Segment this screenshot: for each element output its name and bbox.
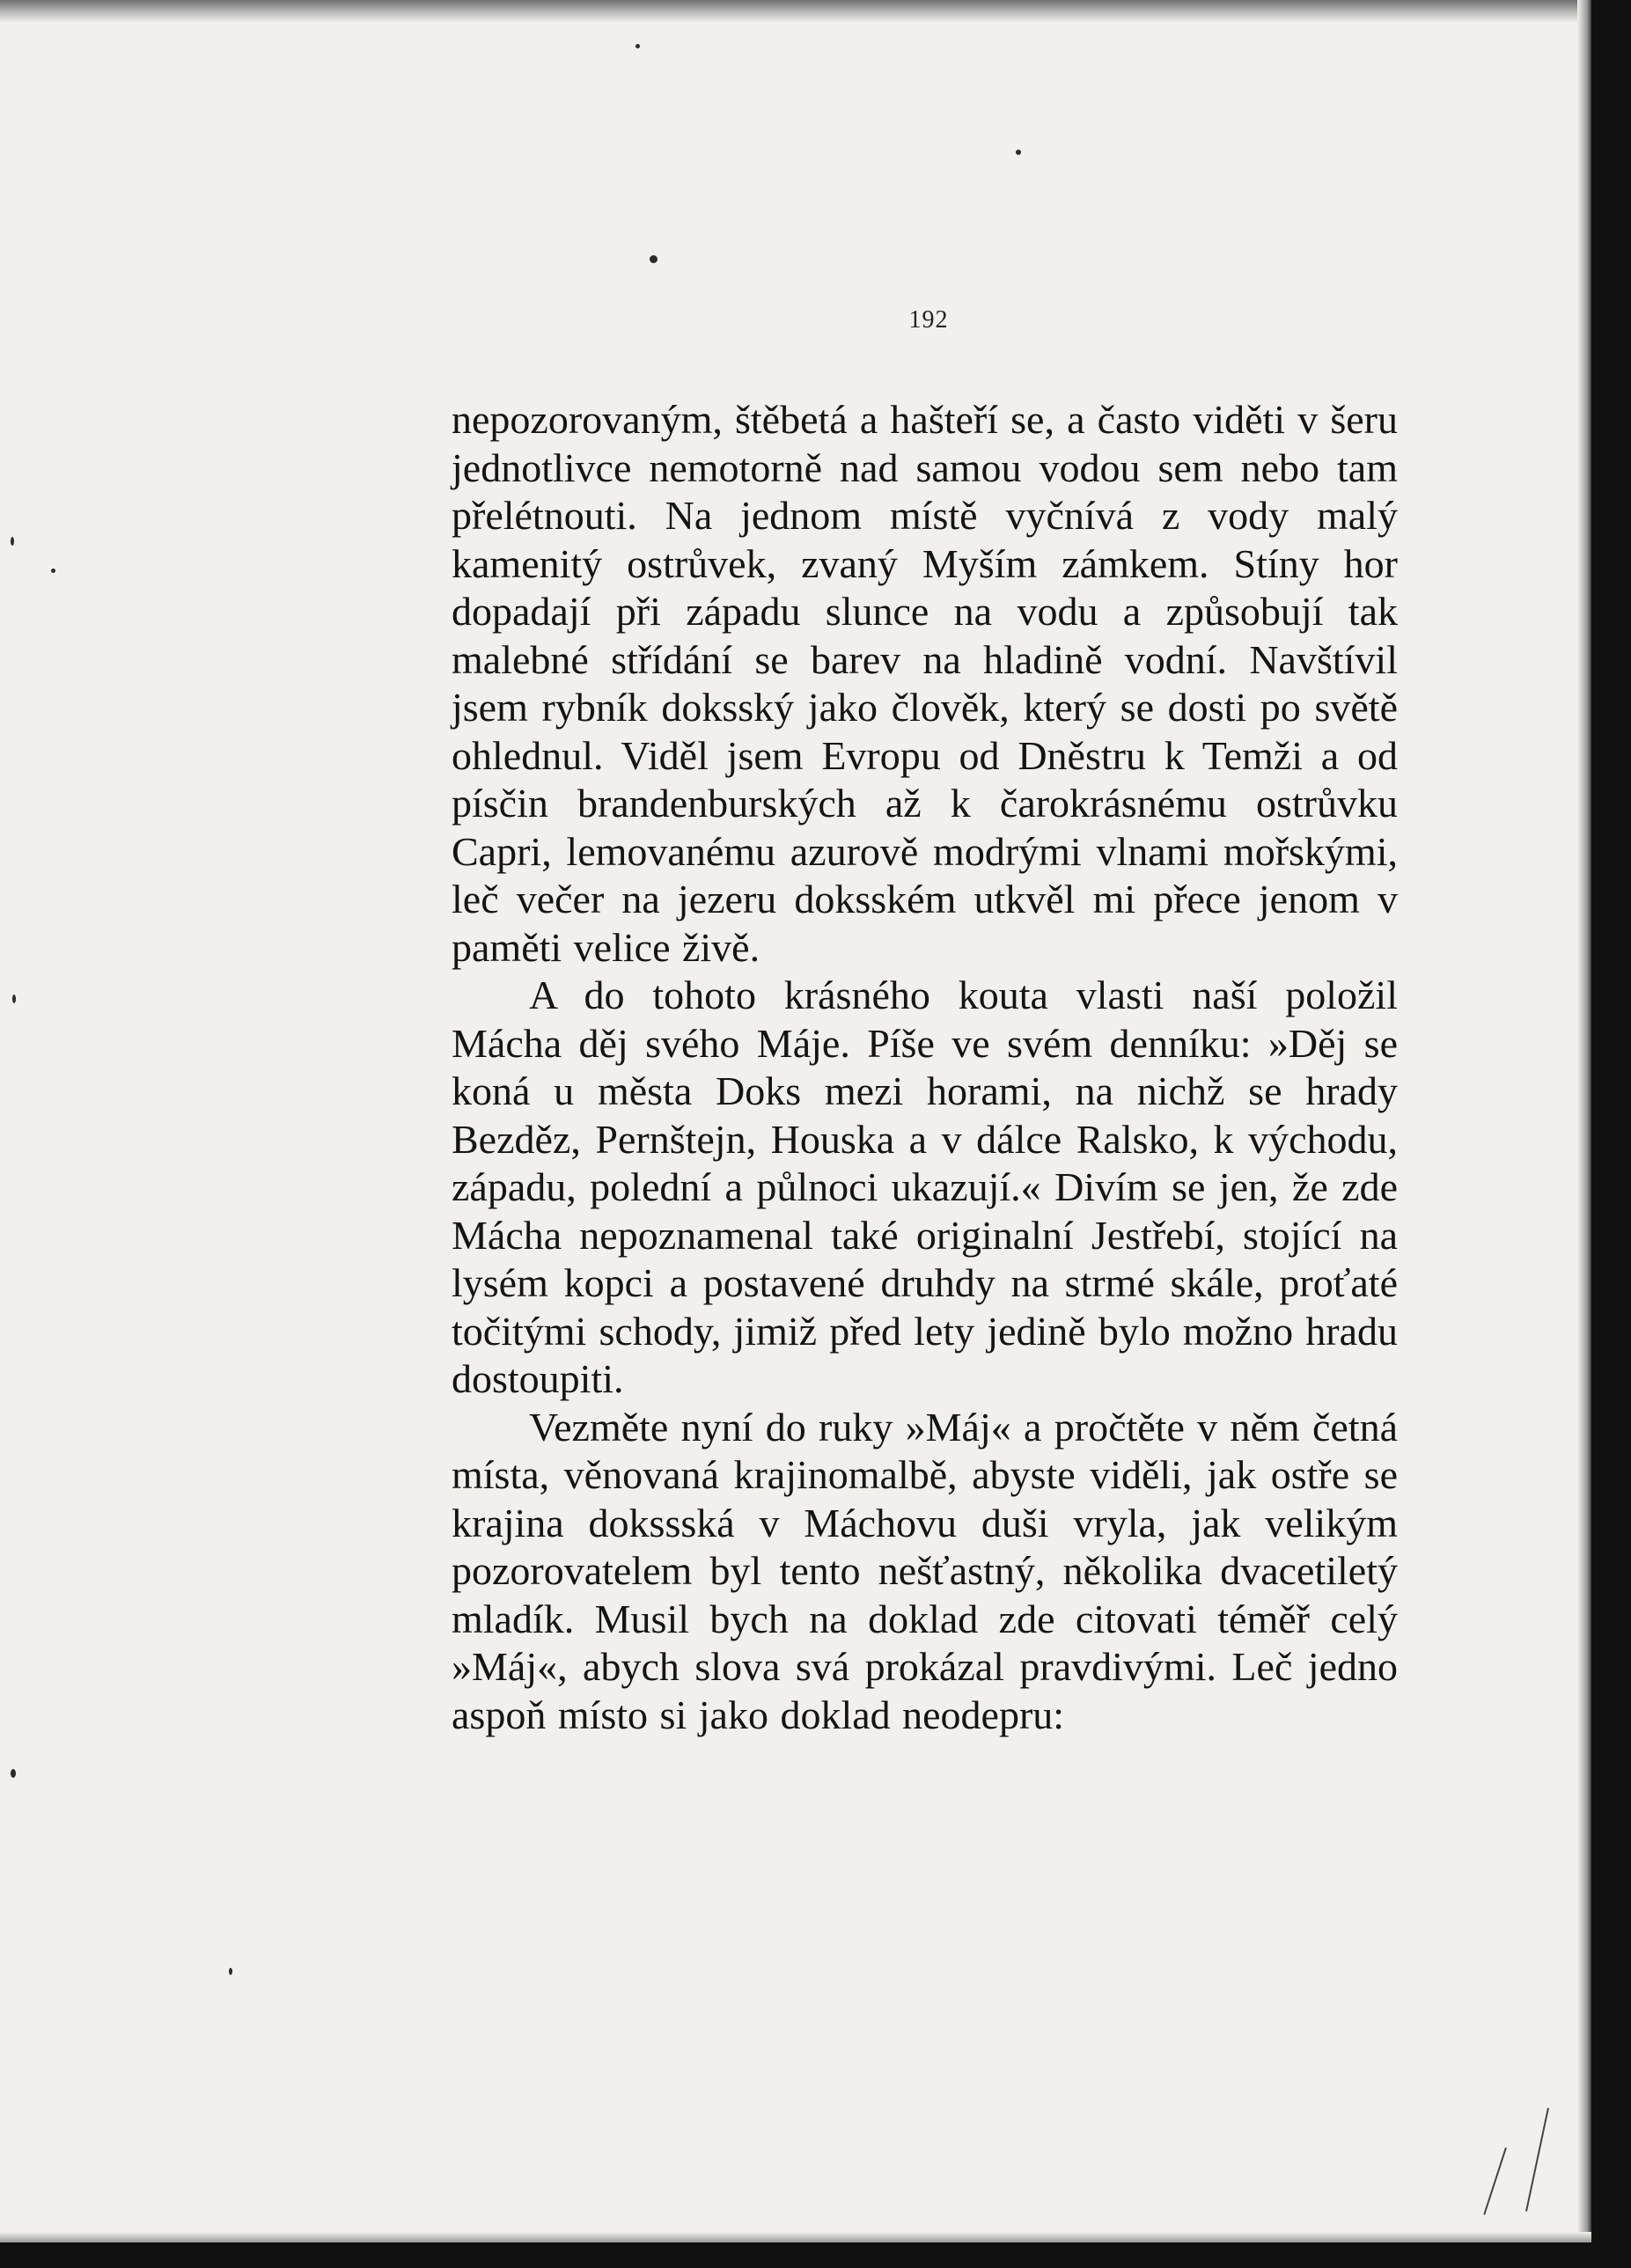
dust-speck [11, 537, 14, 546]
dust-speck [229, 1968, 232, 1975]
page-number: 192 [908, 306, 949, 334]
paragraph: Vezměte nyní do ruky »Máj« a pročtěte v něm četná místa, věnovaná krajinomalbě, abyste viděli, jak ostře se krajina dokssská v Máchovu duši vryla, jak velikým pozorovatelem byl tento nešťastný, několika dvacetiletý mladík. Musil bych na doklad zde citovati téměř celý »Máj«, abych slova svá prokázal pravdivými. Leč jedno aspoň místo si jako doklad neodepru: [452, 1404, 1398, 1737]
page-bottom-shadow [0, 2232, 1591, 2242]
dust-speck [12, 995, 16, 1003]
dust-speck [51, 569, 55, 573]
body-text [452, 396, 1398, 1739]
dust-speck [1016, 150, 1021, 155]
page-scratch [1483, 2147, 1507, 2215]
dust-speck [11, 1769, 16, 1778]
page-right-shadow [1577, 0, 1591, 2242]
paragraph: A do tohoto krásného kouta vlasti naší položil Mácha děj svého Máje. Píše ve svém denníku: »Děj se koná u města Doks mezi horami, na nichž se hrady Bezděz, Pernštejn, Houska a v dálce Ralsko, k východu, západu, polední a půlnoci ukazují.« Divím se jen, že zde Mácha nepoznamenal také originalní Jestřebí, stojící na lysém kopci a postavené druhdy na strmé skále, proťaté točitými schody, jimiž před lety jedině bylo možno hradu dostoupiti. [452, 973, 1398, 1401]
dust-speck [650, 255, 658, 263]
paragraph: nepozorovaným, štěbetá a hašteří se, a často viděti v šeru jednotlivce nemotorně nad samou vodou sem nebo tam přelétnouti. Na jednom místě vyčnívá z vody malý kamenitý ostrůvek, zvaný Myším zámkem. Stíny hor dopadají při západu slunce na vodu a způsobují tak malebné střídání se barev na hladině vodní. Navštívil jsem rybník doksský jako člověk, který se dosti po světě ohlednul. Viděl jsem Evropu od Dněstru k Temži a od písčin brandenburských až k čarokrásnému ostrůvku Capri, lemovanému azurově modrými vlnami mořskými, leč večer na jezeru doksském utkvěl mi přece jenom v paměti velice živě. [452, 397, 1398, 970]
dust-speck [636, 44, 640, 48]
page-top-shadow [0, 0, 1591, 23]
page-scratch [1525, 2108, 1549, 2212]
